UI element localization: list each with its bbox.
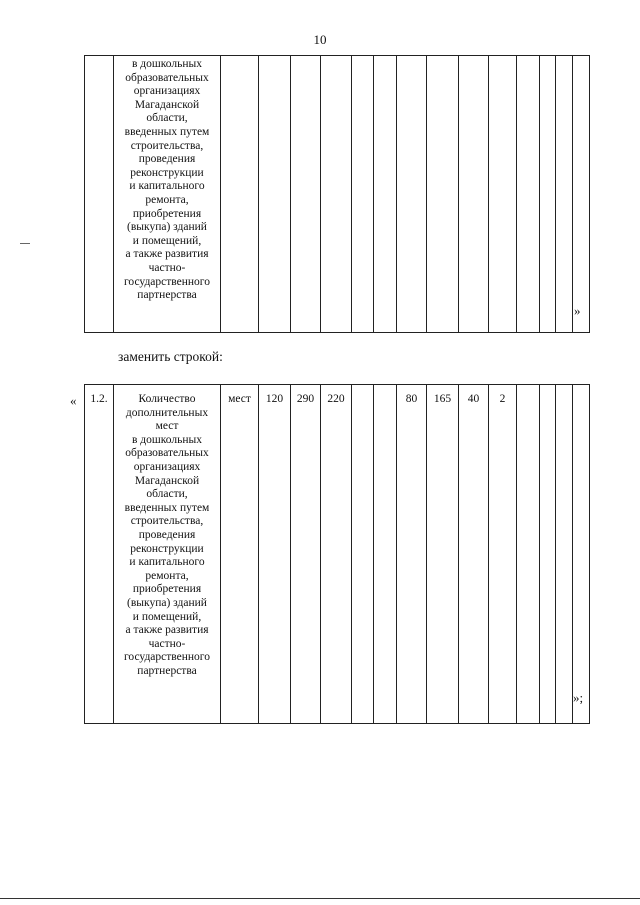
- cell-value: [540, 385, 556, 724]
- cell-value: 120: [259, 385, 291, 724]
- cell-value: [291, 56, 321, 333]
- scan-edge-line: [0, 898, 640, 899]
- cell-value: [321, 56, 352, 333]
- cell-unit: мест: [221, 385, 259, 724]
- table-row: [85, 385, 590, 724]
- cell-value: [352, 385, 374, 724]
- page-number: 10: [313, 32, 327, 47]
- opening-quote: «: [70, 393, 77, 408]
- replace-instruction: заменить строкой:: [118, 349, 223, 364]
- cell-value: [540, 56, 556, 333]
- cell-value: [459, 56, 489, 333]
- cell-value: [374, 385, 397, 724]
- cell-value: [397, 56, 427, 333]
- cell-value: 290: [291, 385, 321, 724]
- cell-value: [517, 56, 540, 333]
- cell-value: [427, 56, 459, 333]
- cell-value: [573, 56, 590, 333]
- cell-number: [85, 56, 114, 333]
- cell-value: [259, 56, 291, 333]
- table-replacement-row: [84, 384, 590, 724]
- cell-value: 220: [321, 385, 352, 724]
- cell-value: [374, 56, 397, 333]
- cell-description: Количество дополнительных мест в дошкольных образовательных организациях Магаданской области, введенных путем строительства, проведения реконструкции и капитального ремонта, приобретения (выкупа) зданий и помещений, а также развития частно- государственного партнерства: [114, 385, 221, 724]
- closing-quote: »: [574, 303, 581, 318]
- cell-value: [517, 385, 540, 724]
- table-row: [85, 56, 590, 333]
- cell-number: 1.2.: [85, 385, 114, 724]
- closing-quote-semicolon: »;: [573, 690, 584, 705]
- cell-value: [489, 56, 517, 333]
- cell-unit: [221, 56, 259, 333]
- cell-value: 165: [427, 385, 459, 724]
- cell-value: [573, 385, 590, 724]
- cell-value: [352, 56, 374, 333]
- margin-mark: [20, 243, 30, 244]
- cell-description: в дошкольных образовательных организациях Магаданской области, введенных путем строительства, проведения реконструкции и капитального ремонта, приобретения (выкупа) зданий и помещений, а также развития частно- государственного партнерства: [114, 56, 221, 333]
- cell-value: [556, 385, 573, 724]
- table-original-row: [84, 55, 590, 333]
- cell-value: 2: [489, 385, 517, 724]
- cell-value: 40: [459, 385, 489, 724]
- cell-value: [556, 56, 573, 333]
- cell-value: 80: [397, 385, 427, 724]
